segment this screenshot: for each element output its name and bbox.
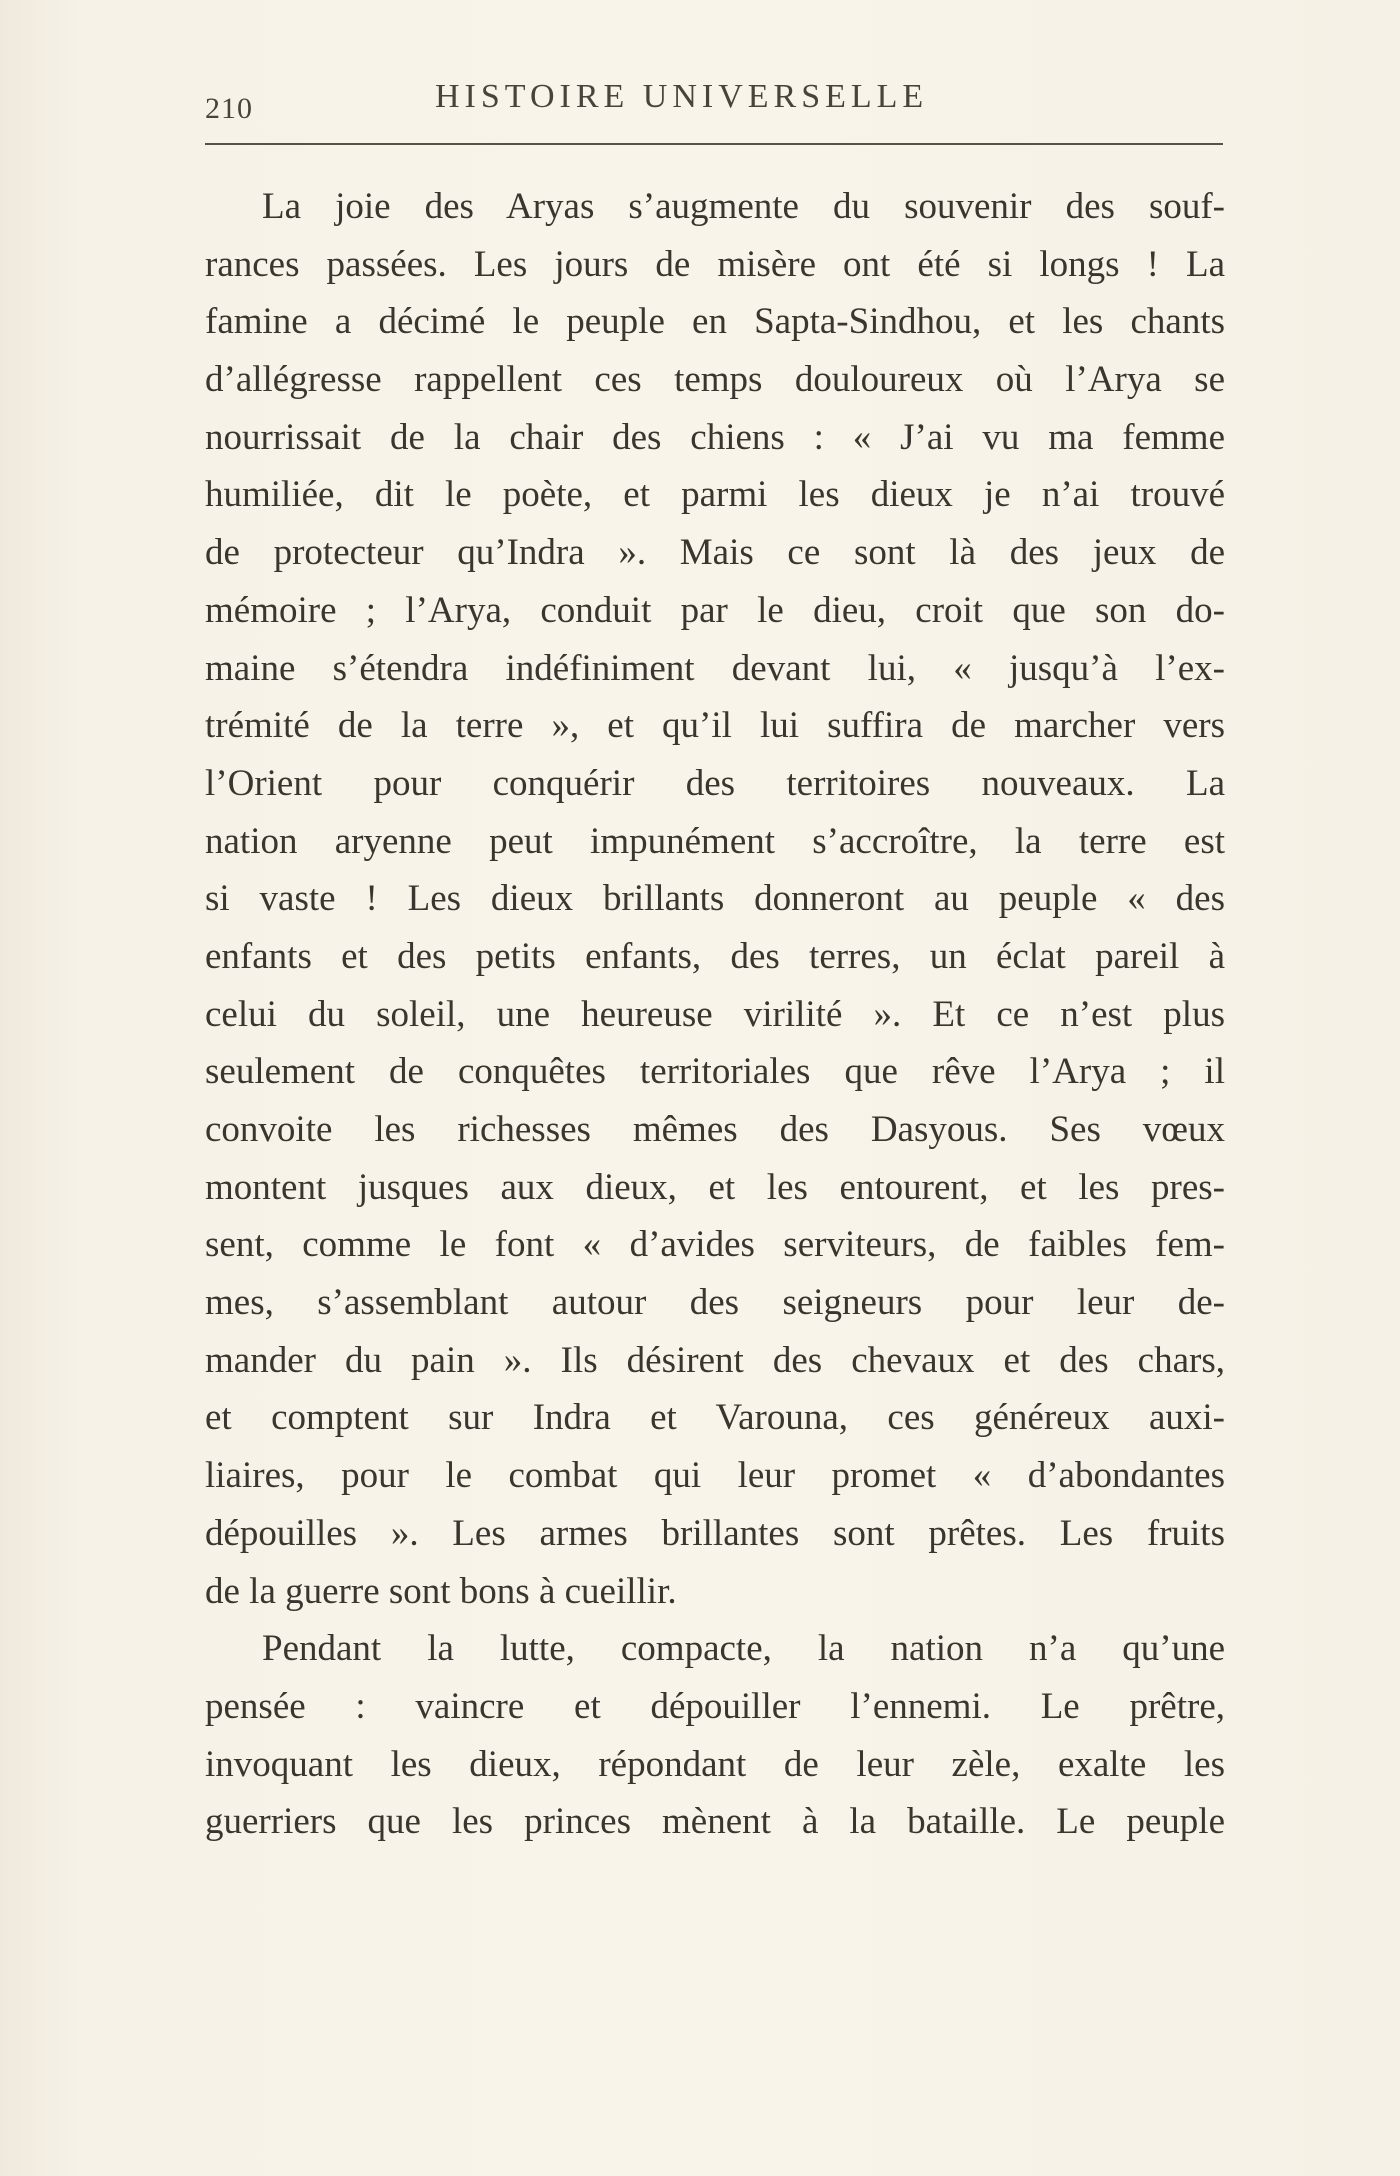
text-line: convoite les richesses mêmes des Dasyous. Ses vœux — [205, 1109, 1225, 1150]
text-line: seulement de conquêtes territoriales que rêve l’Arya ; il — [205, 1051, 1225, 1093]
text-line: nourrissait de la chair des chiens : « J’ai vu ma femme — [205, 416, 1225, 458]
text-line: pensée : vaincre et dépouiller l’ennemi. Le prêtre, — [205, 1685, 1225, 1727]
text-line: Pendant la lutte, compacte, la nation n’a qu’une — [262, 1628, 1225, 1670]
text-line: humiliée, dit le poète, et parmi les dieux je n’ai trouvé — [205, 474, 1225, 516]
paragraph-1 — [205, 178, 1225, 1620]
text-line: enfants et des petits enfants, des terres, un éclat pareil à — [205, 935, 1225, 977]
text-line: maine s’étendra indéfiniment devant lui, « jusqu’à l’ex- — [205, 647, 1225, 689]
text-line: La joie des Aryas s’augmente du souvenir des souf- — [262, 186, 1225, 227]
text-line: mes, s’assemblant autour des seigneurs pour leur de- — [205, 1282, 1225, 1324]
text-line: de la guerre sont bons à cueillir. — [205, 1570, 677, 1612]
text-line: mémoire ; l’Arya, conduit par le dieu, croit que son do- — [205, 589, 1225, 631]
text-line: si vaste ! Les dieux brillants donneront au peuple « des — [205, 878, 1225, 920]
text-line: de protecteur qu’Indra ». Mais ce sont là des jeux de — [205, 532, 1225, 574]
text-line: liaires, pour le combat qui leur promet « d’abondantes — [205, 1455, 1225, 1497]
text-line: famine a décimé le peuple en Sapta-Sindhou, et les chants — [205, 301, 1225, 343]
text-line: dépouilles ». Les armes brillantes sont prêtes. Les fruits — [205, 1512, 1225, 1554]
text-line: guerriers que les princes mènent à la bataille. Le peuple — [205, 1801, 1225, 1843]
page-header — [205, 78, 1225, 128]
text-line: et comptent sur Indra et Varouna, ces généreux auxi- — [205, 1397, 1225, 1439]
text-line: d’allégresse rappellent ces temps douloureux où l’Arya se — [205, 359, 1225, 401]
text-line: montent jusques aux dieux, et les entourent, et les pres- — [205, 1166, 1225, 1208]
text-line: l’Orient pour conquérir des territoires nouveaux. La — [205, 762, 1225, 804]
page-number: 210 — [205, 92, 253, 125]
body-text — [205, 178, 1225, 1851]
text-line: invoquant les dieux, répondant de leur zèle, exalte les — [205, 1743, 1225, 1785]
running-title: HISTOIRE UNIVERSELLE — [435, 78, 929, 115]
text-line: rances passées. Les jours de misère ont été si longs ! La — [205, 243, 1225, 285]
text-line: celui du soleil, une heureuse virilité ». Et ce n’est plus — [205, 993, 1225, 1035]
text-line: nation aryenne peut impunément s’accroître, la terre est — [205, 820, 1225, 862]
text-line: trémité de la terre », et qu’il lui suffira de marcher vers — [205, 705, 1225, 747]
header-rule — [205, 143, 1223, 145]
paragraph-2 — [205, 1620, 1225, 1851]
text-line: sent, comme le font « d’avides serviteurs, de faibles fem- — [205, 1224, 1225, 1266]
text-line: mander du pain ». Ils désirent des chevaux et des chars, — [205, 1339, 1225, 1381]
